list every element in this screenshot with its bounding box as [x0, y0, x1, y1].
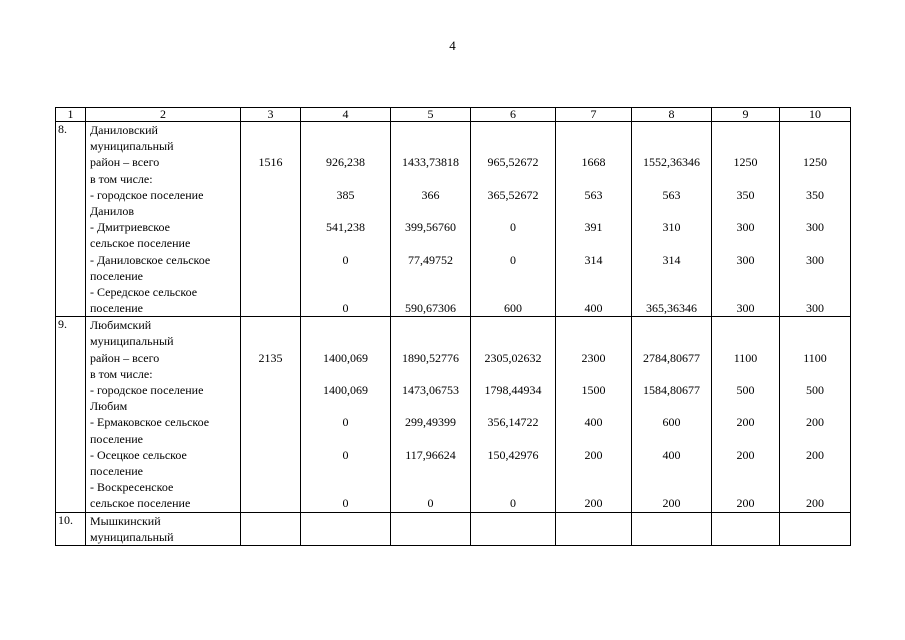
value-line: [558, 479, 629, 495]
value-line: 400: [584, 415, 603, 430]
value-line: 1473,06753: [402, 383, 459, 397]
column-number: 6: [471, 108, 556, 122]
value-line: [714, 138, 777, 154]
column-number: 1: [56, 108, 86, 122]
value-line: 314: [662, 252, 681, 267]
value-line: 200: [584, 496, 603, 511]
value-line: [714, 284, 777, 300]
row-number: 10.: [56, 512, 86, 545]
value-line: [243, 187, 298, 203]
value-line: 2135: [258, 350, 283, 365]
value-line: 600: [504, 301, 522, 316]
value-line: [243, 414, 298, 430]
value-line: 1250: [803, 155, 827, 170]
value-line: 600: [662, 415, 681, 430]
value-line: 365,36346: [646, 301, 697, 316]
district-name-line: муниципальный: [90, 334, 174, 349]
value-line: 366: [421, 187, 440, 202]
value-line: 300: [806, 252, 824, 267]
value-line: [473, 138, 553, 154]
value-cell: [301, 512, 391, 545]
value-line: [393, 333, 468, 349]
value-line: [473, 463, 553, 479]
column-number: 10: [780, 108, 851, 122]
value-line: [303, 513, 388, 529]
value-line: [714, 366, 777, 382]
value-line: 314: [584, 252, 603, 267]
value-cell: [632, 317, 712, 512]
value-line: [634, 171, 709, 187]
value-cell: [471, 512, 556, 545]
value-line: [303, 431, 388, 447]
value-cell: [241, 512, 301, 545]
value-line: [558, 529, 629, 545]
value-line: [303, 398, 388, 414]
value-line: 926,238: [326, 155, 365, 170]
value-line: [243, 219, 298, 235]
value-line: [243, 122, 298, 138]
value-line: [634, 235, 709, 251]
value-line: [243, 447, 298, 463]
value-line: [473, 529, 553, 545]
column-number: 5: [391, 108, 471, 122]
value-line: 300: [806, 301, 824, 316]
value-cell: [712, 512, 780, 545]
value-line: [634, 317, 709, 333]
value-line: [714, 463, 777, 479]
value-line: 300: [806, 220, 824, 235]
value-cell: [241, 317, 301, 512]
value-line: [558, 284, 629, 300]
value-line: 1668: [581, 155, 606, 170]
district-name-line: муниципальный: [90, 139, 174, 154]
value-line: 1400,069: [323, 383, 368, 397]
value-line: [558, 268, 629, 284]
value-line: [473, 333, 553, 349]
value-line: [473, 317, 553, 333]
district-name-line: - городское поселение: [90, 187, 204, 202]
value-line: [243, 235, 298, 251]
value-line: 563: [662, 187, 681, 202]
value-line: [243, 513, 298, 529]
value-line: [303, 235, 388, 251]
value-line: 0: [510, 496, 516, 511]
value-line: [714, 333, 777, 349]
value-line: [393, 235, 468, 251]
value-cell: [556, 317, 632, 512]
value-line: 350: [736, 187, 755, 202]
value-line: [303, 268, 388, 284]
district-name-line: - Середское сельское: [90, 284, 198, 299]
value-line: [634, 431, 709, 447]
value-line: [393, 268, 468, 284]
value-line: 1433,73818: [402, 155, 459, 170]
value-line: [393, 529, 468, 545]
value-line: [782, 431, 848, 447]
value-line: [393, 513, 468, 529]
value-line: 350: [806, 187, 824, 202]
value-line: [782, 317, 848, 333]
value-line: [473, 122, 553, 138]
value-line: 500: [806, 383, 824, 397]
value-line: [393, 366, 468, 382]
value-line: [558, 203, 629, 219]
value-line: [303, 479, 388, 495]
district-name-line: - Дмитриевское: [90, 220, 170, 235]
district-name-line: поселение: [90, 431, 144, 446]
value-line: [714, 513, 777, 529]
district-row: [56, 122, 851, 317]
value-line: [303, 317, 388, 333]
value-line: [473, 479, 553, 495]
value-cell: [632, 512, 712, 545]
value-line: [243, 333, 298, 349]
value-line: [243, 431, 298, 447]
value-line: [473, 235, 553, 251]
column-number: 7: [556, 108, 632, 122]
row-number: 8.: [56, 122, 86, 317]
value-line: [393, 463, 468, 479]
value-line: [634, 463, 709, 479]
value-line: [393, 317, 468, 333]
value-line: [634, 513, 709, 529]
district-name-line: в том числе:: [90, 171, 153, 186]
value-line: [243, 203, 298, 219]
district-name-line: - Воскресенское: [90, 480, 174, 495]
value-line: [558, 431, 629, 447]
value-cell: [632, 122, 712, 317]
column-number: 4: [301, 108, 391, 122]
value-cell: [301, 317, 391, 512]
value-line: 0: [510, 220, 516, 235]
value-line: [714, 203, 777, 219]
value-cell: [391, 122, 471, 317]
value-line: 1100: [803, 350, 827, 365]
value-line: [782, 398, 848, 414]
value-line: 2784,80677: [643, 350, 700, 365]
value-cell: [556, 512, 632, 545]
column-number: 8: [632, 108, 712, 122]
value-line: [782, 203, 848, 219]
value-line: 365,52672: [487, 187, 539, 202]
value-line: [782, 235, 848, 251]
value-line: 0: [342, 415, 349, 430]
value-line: [782, 138, 848, 154]
value-line: [393, 398, 468, 414]
value-line: [714, 268, 777, 284]
value-line: 965,52672: [487, 155, 539, 170]
value-line: [634, 203, 709, 219]
district-name-line: Даниловский: [90, 123, 158, 137]
value-line: [473, 513, 553, 529]
value-line: [243, 382, 298, 398]
value-cell: [471, 317, 556, 512]
value-line: [243, 366, 298, 382]
district-name-line: Любимский: [90, 318, 152, 333]
district-name-line: поселение: [90, 301, 144, 316]
value-line: 1500: [581, 383, 606, 397]
value-cell: [780, 317, 851, 512]
value-line: [473, 284, 553, 300]
district-name-cell: [86, 317, 241, 512]
value-line: [393, 284, 468, 300]
value-line: [393, 431, 468, 447]
column-number-row: [56, 108, 851, 122]
value-line: 200: [736, 447, 755, 462]
column-number: 9: [712, 108, 780, 122]
value-line: [473, 366, 553, 382]
value-line: 310: [662, 220, 681, 235]
value-line: 1552,36346: [643, 155, 700, 170]
value-line: [558, 398, 629, 414]
value-line: [393, 203, 468, 219]
value-line: [303, 366, 388, 382]
value-line: 400: [584, 301, 603, 316]
value-line: [558, 122, 629, 138]
value-cell: [391, 317, 471, 512]
value-line: [714, 317, 777, 333]
district-name-line: в том числе:: [90, 366, 153, 381]
value-line: [714, 479, 777, 495]
value-line: 1890,52776: [402, 350, 459, 365]
district-row: [56, 512, 851, 545]
column-number: 2: [86, 108, 241, 122]
data-table: [55, 107, 851, 546]
value-line: [473, 398, 553, 414]
value-line: [714, 122, 777, 138]
value-line: 200: [806, 496, 824, 511]
value-line: [243, 398, 298, 414]
district-row: [56, 317, 851, 512]
value-line: [714, 529, 777, 545]
value-line: [473, 203, 553, 219]
value-line: [782, 463, 848, 479]
value-line: [634, 268, 709, 284]
value-line: [393, 171, 468, 187]
value-line: [473, 171, 553, 187]
value-line: 0: [342, 447, 349, 462]
value-line: [243, 171, 298, 187]
value-line: [303, 122, 388, 138]
value-line: 1100: [733, 350, 758, 365]
value-line: [393, 479, 468, 495]
value-line: [243, 529, 298, 545]
value-line: 0: [342, 496, 349, 511]
value-line: 1798,44934: [484, 383, 542, 397]
value-cell: [471, 122, 556, 317]
value-line: [782, 122, 848, 138]
value-line: 0: [510, 252, 516, 267]
district-name-line: Любим: [90, 399, 128, 414]
value-line: [782, 366, 848, 382]
page-number: 4: [449, 38, 456, 53]
value-line: 117,96624: [405, 447, 456, 462]
district-name-line: район – всего: [90, 155, 160, 170]
value-line: 200: [662, 496, 681, 511]
value-line: [782, 513, 848, 529]
value-line: [303, 171, 388, 187]
value-line: 299,49399: [405, 415, 456, 430]
value-line: 1584,80677: [643, 383, 700, 397]
value-line: [634, 529, 709, 545]
value-cell: [712, 122, 780, 317]
value-line: [558, 171, 629, 187]
value-line: [782, 479, 848, 495]
row-number: 9.: [56, 317, 86, 512]
value-line: [303, 529, 388, 545]
district-name-line: - Осецкое сельское: [90, 447, 187, 462]
value-line: [782, 529, 848, 545]
value-line: 77,49752: [408, 252, 453, 267]
value-line: [634, 333, 709, 349]
district-name-line: - Даниловское сельское: [90, 252, 211, 267]
district-name-line: район – всего: [90, 350, 160, 365]
value-line: 541,238: [326, 220, 365, 235]
value-line: [473, 268, 553, 284]
value-line: [303, 284, 388, 300]
value-line: 400: [662, 447, 681, 462]
value-cell: [301, 122, 391, 317]
value-line: 2305,02632: [484, 350, 542, 365]
value-line: 200: [736, 415, 755, 430]
value-line: [473, 431, 553, 447]
value-line: [634, 366, 709, 382]
value-line: [243, 138, 298, 154]
district-name-cell: [86, 512, 241, 545]
value-line: [558, 366, 629, 382]
value-line: 200: [806, 415, 824, 430]
district-name-line: - городское поселение: [90, 383, 204, 397]
value-line: [634, 122, 709, 138]
district-name-line: сельское поселение: [90, 496, 191, 511]
value-line: 1400,069: [323, 350, 368, 365]
value-line: [782, 171, 848, 187]
value-cell: [780, 122, 851, 317]
value-line: [558, 235, 629, 251]
value-line: 200: [806, 447, 824, 462]
value-line: [393, 122, 468, 138]
value-line: [558, 513, 629, 529]
value-cell: [712, 317, 780, 512]
value-line: 563: [584, 187, 603, 202]
value-cell: [780, 512, 851, 545]
value-cell: [391, 512, 471, 545]
district-name-cell: [86, 122, 241, 317]
value-line: [634, 479, 709, 495]
district-name-line: Данилов: [90, 203, 135, 218]
district-name-line: - Ермаковское сельское: [90, 415, 210, 430]
value-line: 200: [736, 496, 755, 511]
value-line: [393, 138, 468, 154]
value-line: 0: [427, 496, 434, 511]
district-name-line: поселение: [90, 268, 144, 283]
value-line: 399,56760: [405, 220, 456, 235]
value-line: 300: [736, 220, 755, 235]
value-cell: [241, 122, 301, 317]
value-line: 391: [584, 220, 603, 235]
value-line: [714, 235, 777, 251]
value-line: 1250: [733, 155, 758, 170]
value-line: [303, 138, 388, 154]
district-name-line: муниципальный: [90, 529, 174, 544]
column-number: 3: [241, 108, 301, 122]
value-line: [558, 463, 629, 479]
value-line: [782, 284, 848, 300]
value-line: 150,42976: [487, 447, 539, 462]
value-line: [558, 138, 629, 154]
value-line: [303, 333, 388, 349]
value-line: [782, 268, 848, 284]
value-line: 385: [336, 187, 355, 202]
value-line: 356,14722: [487, 415, 539, 430]
value-line: [714, 398, 777, 414]
value-line: [782, 333, 848, 349]
value-line: [634, 138, 709, 154]
district-name-line: Мышкинский: [90, 513, 161, 528]
value-line: 590,67306: [405, 301, 456, 316]
value-line: 0: [342, 301, 349, 316]
value-line: [243, 317, 298, 333]
value-line: [243, 252, 298, 268]
value-line: 1516: [258, 155, 283, 170]
value-cell: [556, 122, 632, 317]
value-line: [634, 284, 709, 300]
value-line: [303, 203, 388, 219]
value-line: 200: [584, 447, 603, 462]
value-line: [558, 317, 629, 333]
district-name-line: поселение: [90, 463, 144, 478]
value-line: [714, 171, 777, 187]
value-line: [714, 431, 777, 447]
value-line: 300: [736, 301, 755, 316]
district-name-line: сельское поселение: [90, 236, 191, 251]
value-line: 0: [342, 252, 349, 267]
value-line: 2300: [581, 350, 606, 365]
value-line: 500: [736, 383, 755, 397]
value-line: 300: [736, 252, 755, 267]
value-line: [558, 333, 629, 349]
value-line: [634, 398, 709, 414]
value-line: [303, 463, 388, 479]
